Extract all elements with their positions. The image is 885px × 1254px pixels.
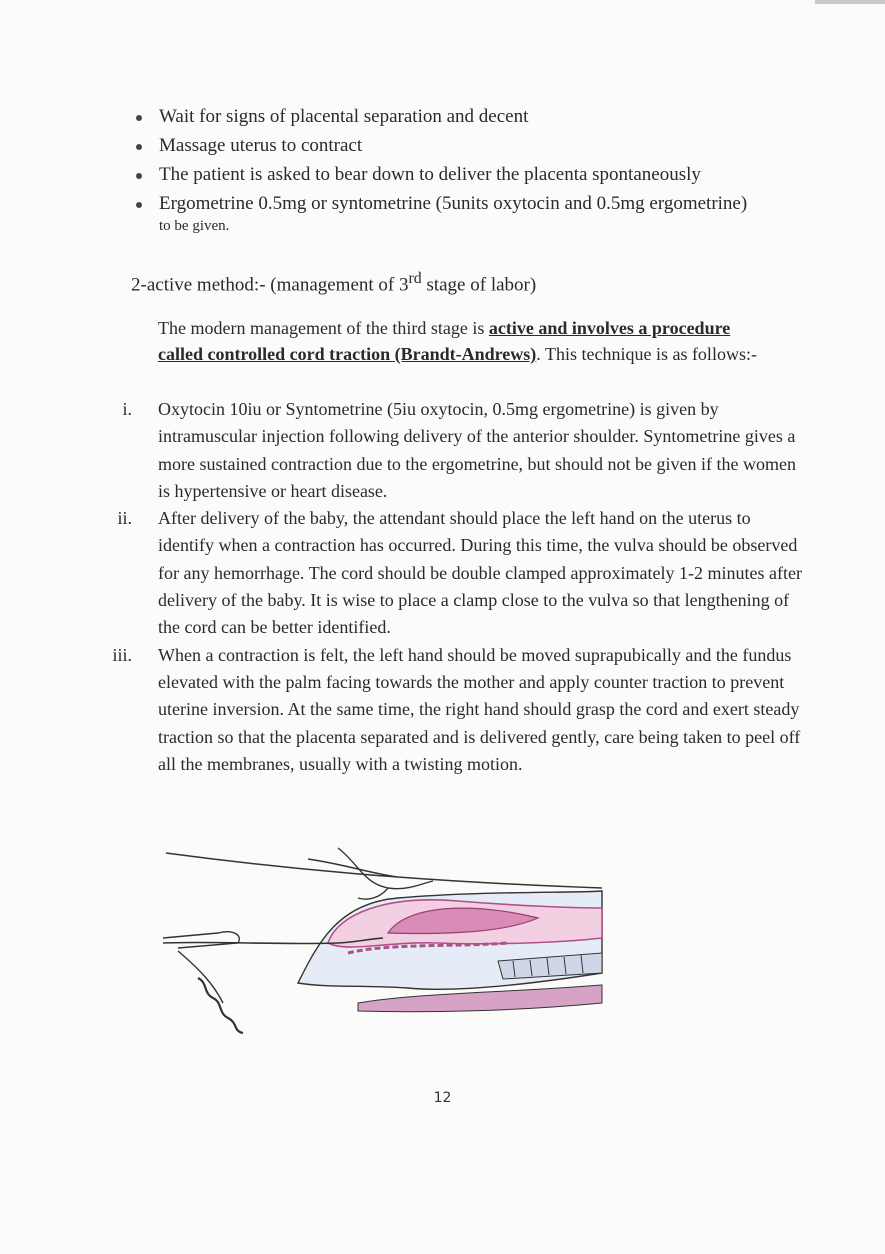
intro-text: The modern management of the third stage is — [158, 318, 489, 338]
step-number: i. — [122, 399, 132, 419]
bullet-continuation: to be given. — [159, 218, 230, 234]
page-number: 12 — [433, 1090, 452, 1106]
bullet-icon — [136, 144, 142, 150]
step-text: When a contraction is felt, the left hand should be moved suprapubically and the fundus elevated with the palm facing towards the mother and apply counter traction to prevent uterine inversion. At the same time, the right hand should grasp the cord and exert steady traction so that the placenta separated and is delivered gently, care being taken to peel off all the membranes, usually with a twisting motion. — [158, 644, 801, 774]
step-text: Oxytocin 10iu or Syntometrine (5iu oxytocin, 0.5mg ergometrine) is given by intramuscular injection following delivery of the anterior shoulder. Syntometrine gives a more sustained contraction due to the ergometrine, but should not be given if the women is hypertensive or heart disease. — [158, 399, 797, 501]
list-item — [100, 396, 810, 505]
list-item — [130, 133, 820, 158]
step-text: After delivery of the baby, the attendant should place the left hand on the uterus to identify when a contraction has occurred. During this time, the vulva should be observed for any hemorrhage. The cord should be double clamped approximately 1-2 minutes after delivery of the baby. It is wise to place a clamp close to the vulva so that lengthening of the cord can be better identified. — [158, 508, 802, 638]
list-item — [130, 162, 820, 187]
intro-emphasis: active and involves a procedure called controlled cord traction (Brandt-Andrews) — [158, 318, 731, 364]
bullet-text: Ergometrine 0.5mg or syntometrine (5units oxytocin and 0.5mg ergometrine) — [159, 193, 748, 214]
controlled-cord-traction-illustration — [158, 843, 604, 1038]
list-item — [130, 104, 820, 129]
cord-twist — [198, 978, 243, 1033]
bullet-icon — [136, 115, 142, 121]
step-number: iii. — [112, 644, 132, 665]
section-heading-text: 2-active method:- (management of 3 — [131, 274, 409, 296]
list-item — [130, 191, 820, 236]
bullet-text: Wait for signs of placental separation and decent — [159, 106, 529, 127]
lower-organs — [358, 985, 602, 1012]
bullet-icon — [136, 202, 142, 208]
list-item — [100, 505, 810, 641]
section-heading — [131, 266, 536, 298]
bullet-text: Massage uterus to contract — [159, 135, 363, 156]
intro-text-end: . This technique is as follows:- — [536, 344, 757, 364]
bullet-text: The patient is asked to bear down to deliver the placenta spontaneously — [159, 164, 701, 185]
list-item — [100, 642, 810, 778]
section-heading-suffix: stage of labor) — [421, 274, 537, 296]
section-heading-superscript: rd — [408, 270, 422, 287]
bullet-icon — [136, 173, 142, 179]
bullet-list — [130, 104, 820, 240]
steps-list — [100, 396, 810, 778]
abdomen-outline — [166, 853, 602, 888]
scan-edge — [815, 0, 885, 4]
intro-paragraph — [158, 315, 758, 367]
step-number: ii. — [117, 508, 132, 529]
